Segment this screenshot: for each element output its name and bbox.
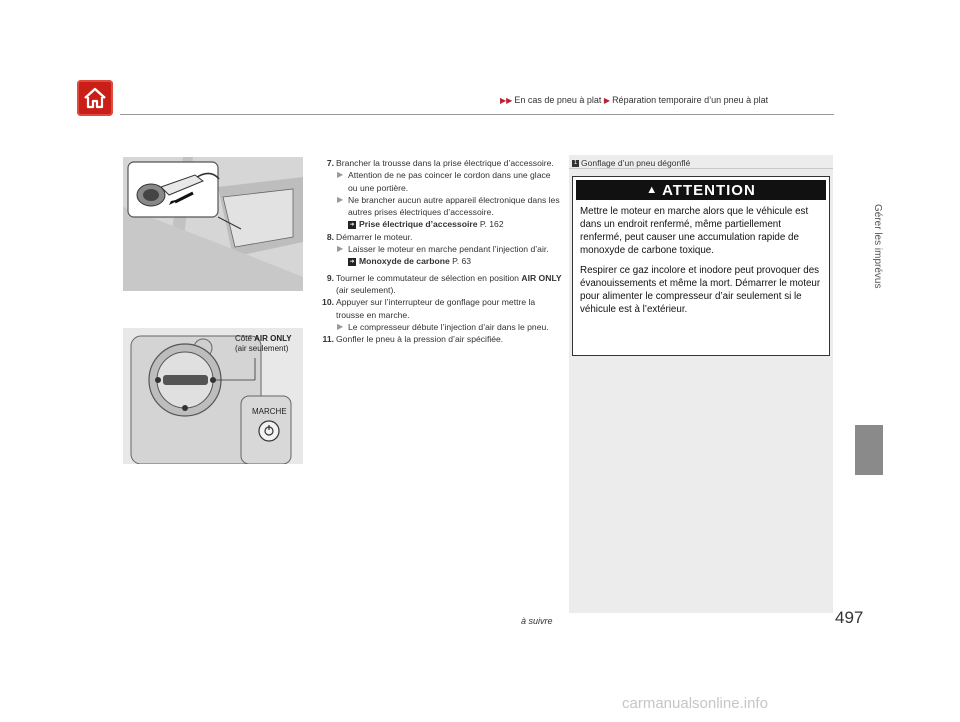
step-text: Tourner le commutateur de sélection en position [336,272,522,283]
breadcrumb-item-1[interactable]: En cas de pneu à plat [514,95,602,105]
note-marker-icon: 1 [573,160,578,167]
accessory-socket-illustration [123,157,303,291]
air-only-callout-sub: (air seulement) [235,343,289,353]
step-sub-text: Le compresseur débute l’injection d’air dans le pneu. [348,321,549,332]
step-sub-text: Attention de ne pas coincer le cordon dans une glace ou une portière. [348,170,551,193]
chapter-index-marker [855,425,883,475]
selector-switch-illustration [123,328,303,464]
chapter-side-label: Gérer les imprévus [872,204,883,289]
step-text: (air seulement). [336,284,396,295]
chevron-right-icon: ▶ [337,321,344,331]
note-divider [569,168,833,169]
chevron-right-icon: ▶ [337,194,344,204]
home-icon [83,87,107,109]
step-sub-text: Laisser le moteur en marche pendant l’injection d’air. [348,244,549,255]
step-text: Appuyer sur l’interrupteur de gonflage pour mettre la trousse en marche. [336,297,536,320]
reference-page: P. 63 [452,256,472,267]
step-text: Démarrer le moteur. [336,231,413,242]
breadcrumb-arrow-icon: ▶▶ [500,96,513,105]
warning-paragraph: Mettre le moteur en marche alors que le véhicule est dans un endroit renfermé, même partiellement renfermé, peut causer une accumulation rapide de monoxyde de carbone toxique. [580,206,809,256]
step-sub [336,169,562,194]
chevron-right-icon: ▶ [337,244,344,254]
note-title [572,158,690,168]
breadcrumb [500,95,768,105]
step-number: 10. [322,297,334,308]
step-number: 8. [326,231,334,242]
reference-arrow-icon: ➜ [349,259,355,266]
watermark: carmanualsonline.info [622,695,768,712]
step-number: 9. [326,272,334,283]
reference-title: Monoxyde de carbone [359,256,450,267]
warning-label: ATTENTION [662,181,756,199]
air-only-callout-bold: AIR ONLY [254,334,292,343]
reference-page: P. 162 [479,219,504,230]
step-sub [336,321,562,333]
warning-header [576,180,826,200]
warning-triangle-icon: ▲ [646,184,659,196]
step-text-bold: AIR ONLY [521,272,562,283]
home-button[interactable] [77,80,113,116]
warning-box [572,176,830,356]
step-number: 11. [322,334,334,345]
procedure-steps [312,157,562,345]
step-10 [312,296,562,333]
step-number: 7. [326,158,334,168]
air-only-callout-prefix: Côté [235,334,252,343]
step-11 [312,333,562,345]
reference-title: Prise électrique d’accessoire [359,219,478,230]
note-title-text: Gonflage d’un pneu dégonflé [581,158,691,168]
step-sub-text: Ne brancher aucun autre appareil électronique dans les autres prises électriques d’accessoire. [348,194,560,218]
page-reference[interactable] [336,218,562,230]
warning-body [580,205,821,323]
step-sub [336,194,562,219]
step-text: Gonfler le pneu à la pression d’air spécifiée. [336,334,504,345]
chevron-right-icon: ▶ [337,170,344,180]
accessory-socket-drawing [123,157,303,291]
reference-arrow-icon: ➜ [349,222,355,229]
step-sub [336,243,562,255]
step-9 [312,272,562,297]
breadcrumb-item-2[interactable]: Réparation temporaire d’un pneu à plat [612,95,769,105]
step-text: Brancher la trousse dans la prise électrique d’accessoire. [336,158,554,168]
breadcrumb-arrow-icon: ▶ [603,96,611,105]
page-reference[interactable] [336,255,562,267]
header-divider [120,114,834,115]
chapter-side-tab[interactable] [853,200,883,420]
step-8 [312,231,562,268]
air-only-callout [235,334,292,353]
continued-label: à suivre [521,616,553,626]
warning-paragraph: Respirer ce gaz incolore et inodore peut provoquer des évanouissements et même la mort. Démarrer le moteur pour alimenter le compresseur d’air seulement si le véhicule est à l’extérieur. [580,265,821,315]
page-number: 497 [835,608,864,627]
step-7 [312,157,562,231]
marche-label: MARCHE [252,407,287,416]
